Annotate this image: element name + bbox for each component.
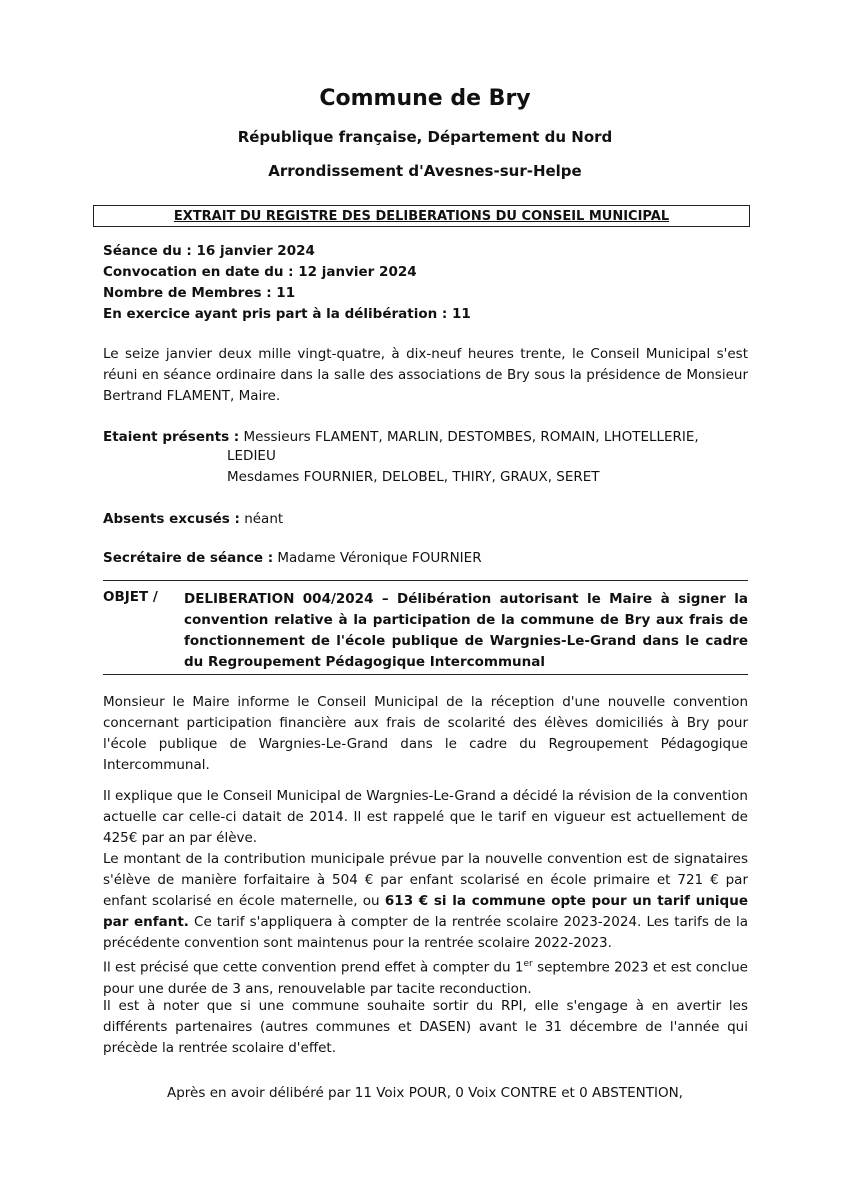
presents-messieurs: Messieurs FLAMENT, MARLIN, DESTOMBES, ROMAIN, LHOTELLERIE, [239,429,699,445]
body-paragraph-3-end: Ce tarif s'appliquera à compter de la rentrée scolaire 2023-2024. Les tarifs de la précédente convention sont maintenus pour la rentrée scolaire 2022-2023. [103,914,748,951]
body-paragraph-5: Il est à noter que si une commune souhaite sortir du RPI, elle s'engage à en avertir les différents partenaires (autres communes et DASEN) avant le 31 décembre de l'année qui précède la rentrée scolaire d'effet. [103,998,748,1056]
presents-mesdames: Mesdames FOURNIER, DELOBEL, THIRY, GRAUX, SERET [227,469,600,485]
secretaire-value: Madame Véronique FOURNIER [273,550,482,566]
body-paragraph-3 [103,849,748,954]
body-paragraph-2: Il explique que le Conseil Municipal de Wargnies-Le-Grand a décidé la révision de la convention actuelle car celle-ci datait de 2014. Il est rappelé que le tarif en vigueur est actuellement de 425€ par an par élève. [103,788,748,846]
republique-subtitle: République française, Département du Nord [237,128,613,146]
body-paragraph-3-start: Le montant de la contribution municipale prévue par la nouvelle convention est de signataires s'élève de manière forfaitaire à 504 € par enfant scolarisé en école primaire et 721 € par enfant scolarisé en école maternelle, ou [103,851,748,909]
body-paragraph-4-start: Il est précisé que cette convention prend effet à compter du 1 [103,959,524,976]
registre-title: EXTRAIT DU REGISTRE DES DELIBERATIONS DU CONSEIL MUNICIPAL [173,209,670,224]
body-paragraph-1: Monsieur le Maire informe le Conseil Municipal de la réception d'une nouvelle convention concernant participation financière aux frais de scolarité des élèves domiciliés à Bry pour l'école publique de Wargnies-Le-Grand dans le cadre du Regroupement Pédagogique Intercommunal. [103,694,748,773]
secretaire-label: Secrétaire de séance : [103,550,274,566]
objet-top-rule [103,580,748,581]
absents-label: Absents excusés : [103,511,240,527]
secretaire-line [103,550,482,566]
exercice-count: En exercice ayant pris part à la délibération : 11 [103,306,471,322]
body-paragraph-4-end: septembre 2023 et est conclue pour une durée de 3 ans, renouvelable par tacite reconduction. [103,959,748,997]
convocation-date: Convocation en date du : 12 janvier 2024 [103,264,417,280]
seance-date: Séance du : 16 janvier 2024 [103,243,315,259]
vote-line: Après en avoir délibéré par 11 Voix POUR, 0 Voix CONTRE et 0 ABSTENTION, [167,1085,683,1101]
presents-label: Etaient présents : [103,429,240,445]
registre-title-box [93,205,750,227]
objet-label: OBJET / [103,589,158,605]
body-paragraph-4 [103,954,748,1000]
tarif-unique-highlight: 613 € si la commune opte pour un tarif unique par enfant. [103,893,748,930]
intro-paragraph: Le seize janvier deux mille vingt-quatre, à dix-neuf heures trente, le Conseil Municipal s'est réuni en séance ordinaire dans la salle des associations de Bry sous la présidence de Monsieur Bertrand FLAMENT, Maire. [103,346,748,404]
presents-messieurs-continued: LEDIEU [227,448,276,464]
presents-line [103,429,699,445]
membres-count: Nombre de Membres : 11 [103,285,296,301]
commune-title: Commune de Bry [319,86,531,111]
ordinal-superscript: er [523,959,533,969]
objet-text: DELIBERATION 004/2024 – Délibération autorisant le Maire à signer la convention relative à la participation de la commune de Bry aux frais de fonctionnement de l'école publique de Wargnies-Le-Grand dans le cadre du Regroupement Pédagogique Intercommunal [184,591,748,670]
absents-line [103,511,283,527]
absents-value: néant [239,511,284,527]
arrondissement-subtitle: Arrondissement d'Avesnes-sur-Helpe [268,162,582,180]
objet-bottom-rule [103,674,748,675]
